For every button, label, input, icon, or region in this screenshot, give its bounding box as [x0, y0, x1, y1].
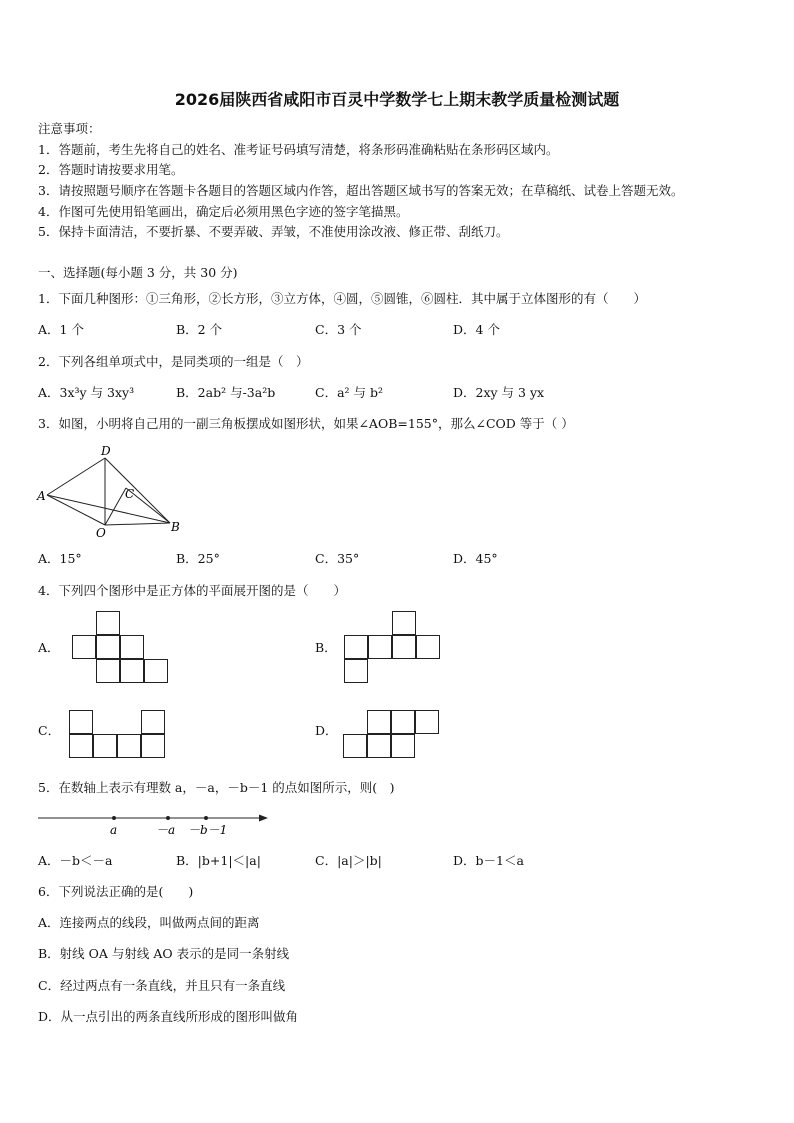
notice-item: 1．答题前，考生先将自己的姓名、准考证号码填写清楚，将条形码准确粘贴在条形码区域内。 — [38, 142, 559, 157]
option-b: B．2 个 — [176, 322, 223, 337]
question-stem: 5．在数轴上表示有理数 a，－a，－b－1 的点如图所示，则( ) — [38, 780, 395, 795]
option-d: D．b－1＜a — [453, 853, 524, 868]
option-a: A．连接两点的线段，叫做两点间的距离 — [38, 915, 260, 930]
option-b: B． — [315, 640, 337, 655]
label-c: C — [125, 487, 135, 501]
label-a: A — [37, 489, 46, 503]
option-b: B．25° — [176, 551, 220, 566]
notice-item: 4．作图可先使用铅笔画出，确定后必须用黑色字迹的签字笔描黑。 — [38, 204, 409, 219]
triangle-figure — [30, 440, 190, 545]
section-heading: 一、选择题(每小题 3 分，共 30 分) — [38, 265, 238, 280]
option-d: D．45° — [453, 551, 498, 566]
page-title: 2026届陕西省咸阳市百灵中学数学七上期末教学质量检测试题 — [174, 90, 620, 109]
option-d: D．4 个 — [453, 322, 500, 337]
option-c: C．经过两点有一条直线，并且只有一条直线 — [38, 978, 286, 993]
axis-label-a: a — [110, 823, 118, 837]
option-d: D． — [315, 723, 338, 738]
option-d: D．从一点引出的两条直线所形成的图形叫做角 — [38, 1009, 299, 1024]
notice-item: 3．请按照题号顺序在答题卡各题目的答题区域内作答，超出答题区域书写的答案无效；在草稿纸、试卷上答题无效。 — [38, 183, 684, 198]
question-stem: 6．下列说法正确的是( ) — [38, 884, 194, 899]
option-a: A．－b＜－a — [38, 853, 113, 868]
option-b: B．|b+1|＜|a| — [176, 853, 261, 868]
option-c: C．35° — [315, 551, 360, 566]
axis-label-neg-b-minus-1: －b－1 — [188, 823, 228, 837]
option-c: C．3 个 — [315, 322, 362, 337]
label-d: D — [101, 444, 111, 458]
option-a: A．3x³y 与 3xy³ — [38, 385, 135, 400]
question-stem: 4．下列四个图形中是正方体的平面展开图的是（ ） — [38, 583, 346, 598]
axis-label-neg-a: －a — [156, 823, 176, 837]
question-stem: 3．如图，小明将自己用的一副三角板摆成如图形状，如果∠AOB=155°，那么∠COD 等于（ ） — [38, 416, 574, 431]
label-o: O — [96, 526, 106, 540]
notice-item: 2．答题时请按要求用笔。 — [38, 162, 184, 177]
question-stem: 1．下面几种图形：①三角形，②长方形，③立方体，④圆，⑤圆锥，⑥圆柱．其中属于立体图形的有（ ） — [38, 291, 646, 306]
option-c: C．a² 与 b² — [315, 385, 383, 400]
option-b: B．2ab² 与-3a²b — [176, 385, 276, 400]
option-d: D．2xy 与 3 yx — [453, 385, 545, 400]
option-a: A． — [38, 640, 60, 655]
label-b: B — [171, 520, 180, 534]
option-c: C．|a|＞|b| — [315, 853, 382, 868]
notice-item: 5．保持卡面清洁，不要折暴、不要弄破、弄皱，不准使用涂改液、修正带、刮纸刀。 — [38, 224, 509, 239]
option-a: A．1 个 — [38, 322, 84, 337]
question-stem: 2．下列各组单项式中，是同类项的一组是（ ） — [38, 354, 309, 369]
option-b: B．射线 OA 与射线 AO 表示的是同一条射线 — [38, 946, 290, 961]
number-line-figure — [36, 808, 276, 840]
option-c: C． — [38, 723, 61, 738]
notice-heading: 注意事项： — [38, 121, 101, 136]
option-a: A．15° — [38, 551, 82, 566]
